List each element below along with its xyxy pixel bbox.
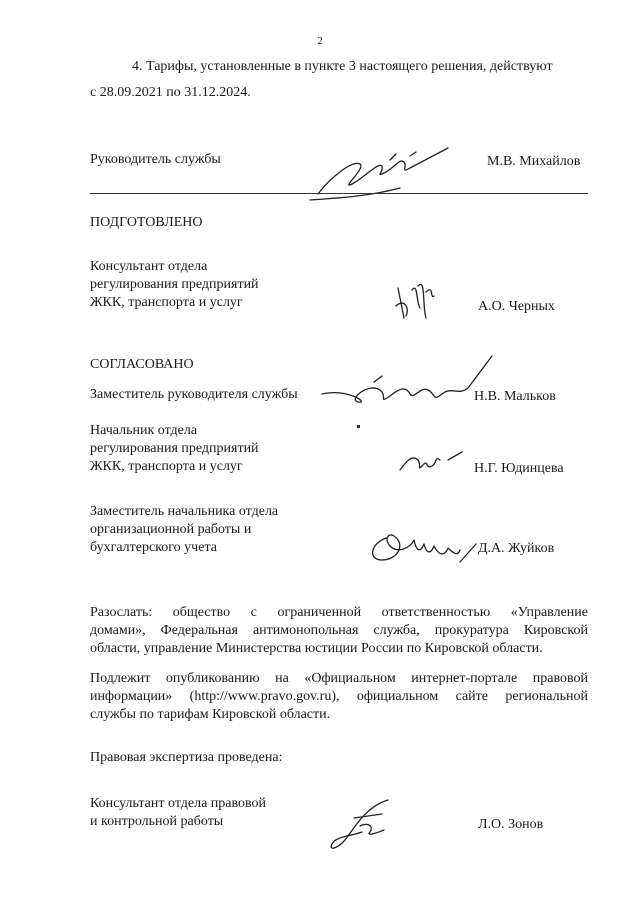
legal-title-line-2: и контрольной работы [90, 814, 224, 829]
head-signature [300, 138, 460, 208]
prepared-signature [392, 278, 442, 326]
deputy-department-title-line-1: Заместитель начальника отдела [90, 504, 279, 519]
prepared-title-line-1: Консультант отдела [90, 259, 208, 274]
publication-line-3: службы по тарифам Кировской области. [90, 707, 331, 722]
legal-expertise-statement: Правовая экспертиза проведена: [90, 750, 283, 765]
publication-line-2: информации» (http://www.pravo.gov.ru), официальном сайте региональной [90, 689, 588, 704]
deputy-department-title-line-2: организационной работы и [90, 522, 252, 537]
page-number: 2 [317, 35, 323, 47]
prepared-title-line-2: регулирования предприятий [90, 277, 259, 292]
department-head-title-line-3: ЖКК, транспорта и услуг [90, 459, 243, 474]
department-head-title-line-2: регулирования предприятий [90, 441, 259, 456]
head-name: М.В. Михайлов [487, 154, 581, 169]
clause-4-line-2: с 28.09.2021 по 31.12.2024. [90, 85, 251, 100]
deputy-head-name: Н.В. Мальков [474, 389, 556, 404]
publication-line-1: Подлежит опубликованию на «Официальном интернет-портале правовой [90, 671, 588, 686]
signature-divider-line [90, 193, 588, 194]
deputy-head-title: Заместитель руководителя службы [90, 387, 298, 402]
head-title: Руководитель службы [90, 152, 221, 167]
distribution-line-3: области, управление Министерства юстиции России по Кировской области. [90, 641, 543, 656]
distribution-line-1: Разослать: общество с ограниченной ответственностью «Управление [90, 605, 588, 620]
deputy-department-name: Д.А. Жуйков [478, 541, 555, 556]
distribution-line-2: домами», Федеральная антимонопольная служба, прокуратура Кировской [90, 623, 588, 638]
legal-title-line-1: Консультант отдела правовой [90, 796, 267, 811]
agreed-heading: СОГЛАСОВАНО [90, 357, 194, 372]
distribution-paragraph [90, 604, 588, 658]
prepared-heading: ПОДГОТОВЛЕНО [90, 215, 203, 230]
department-head-name: Н.Г. Юдинцева [474, 461, 564, 476]
department-head-signature [396, 446, 468, 476]
prepared-title-line-3: ЖКК, транспорта и услуг [90, 295, 243, 310]
deputy-department-title-line-3: бухгалтерского учета [90, 540, 217, 555]
prepared-name: А.О. Черных [478, 299, 555, 314]
legal-signature [318, 796, 418, 856]
clause-4-line-1: 4. Тарифы, установленные в пункте 3 настоящего решения, действуют [132, 59, 553, 74]
ink-dot [357, 425, 360, 428]
publication-paragraph [90, 670, 588, 724]
deputy-head-signature [318, 352, 498, 422]
legal-name: Л.О. Зонов [478, 817, 544, 832]
deputy-department-signature [364, 524, 480, 572]
department-head-title-line-1: Начальник отдела [90, 423, 198, 438]
